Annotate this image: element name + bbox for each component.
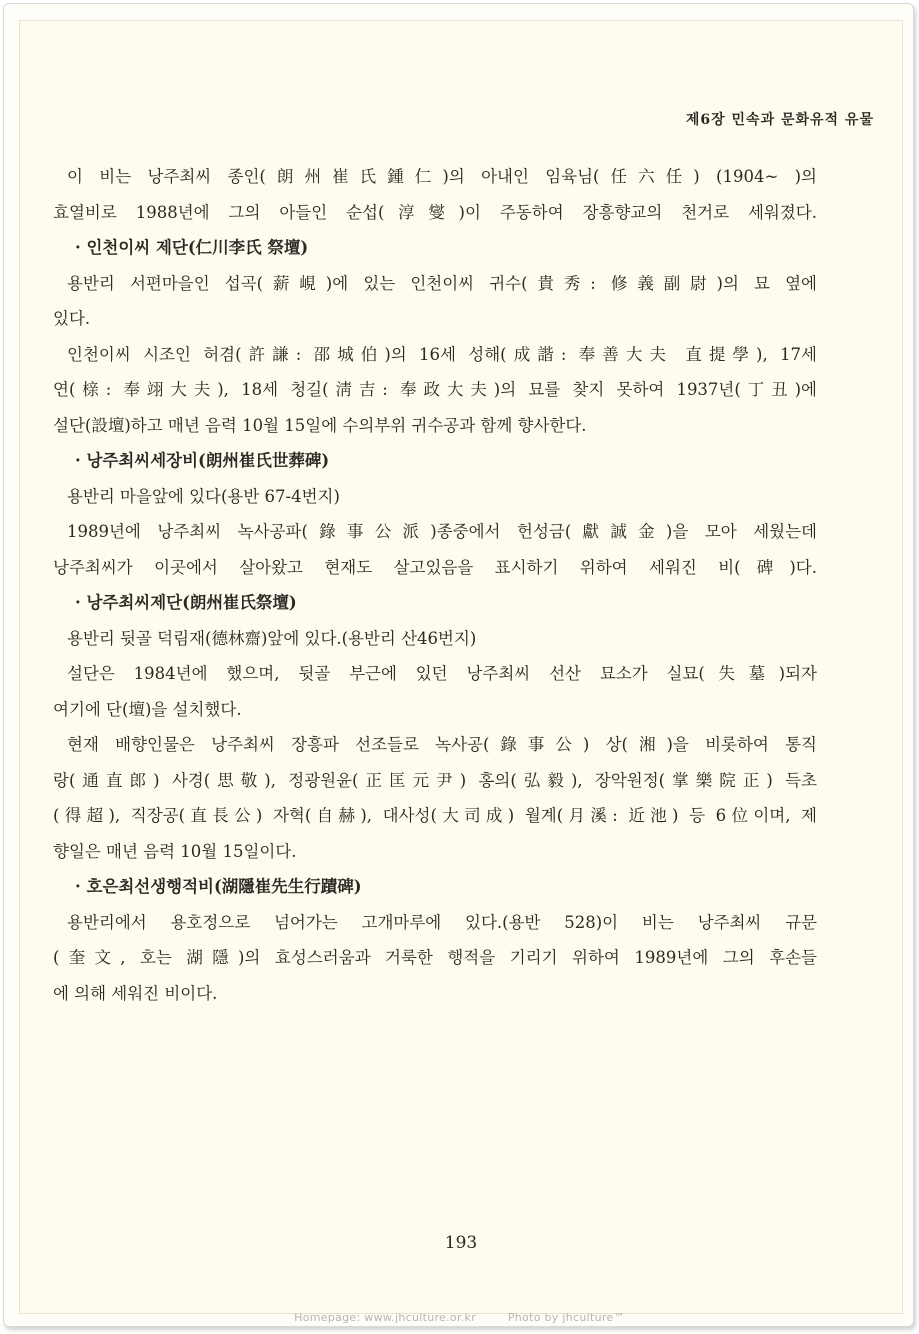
text-line: 설단(設壇)하고 매년 음력 10월 15일에 수의부위 귀수공과 함께 향사한다. (53, 415, 587, 435)
running-head: 제6장 민속과 문화유적 유물 (685, 112, 874, 128)
text-line: 이 비는 낭주최씨 종인(朗州崔氏鍾仁)의 아내인 임육님(任六任) (1904~ )의 (67, 167, 817, 186)
text-line: 용반리에서 용호정으로 넘어가는 고개마루에 있다.(용반 528)이 비는 낭주최씨 규문 (67, 912, 817, 932)
text-line: 설단은 1984년에 했으며, 뒷골 부근에 있던 낭주최씨 선산 묘소가 실묘(失墓)되자 (67, 664, 817, 683)
text-line: 용반리 뒷골 덕림재(德林齋)앞에 있다.(용반리 산46번지) (67, 628, 477, 648)
text-line: 효열비로 1988년에 그의 아들인 순섭(淳燮)이 주동하여 장흥향교의 천거로 세워졌다. (53, 202, 817, 222)
text-line: 에 의해 세워진 비이다. (53, 983, 218, 1003)
text-line: 연(榇: 奉翊大夫), 18세 청길(淸吉: 奉政大夫)의 묘를 찾지 못하여 1937년(丁丑)에 (53, 380, 817, 399)
text-line: (得超), 직장공(直長公) 자혁(自赫), 대사성(大司成) 월계(月溪: 近池) 등 6位이며, 제 (53, 806, 817, 825)
page-number: 193 (444, 1233, 478, 1253)
photo-frame (3, 3, 914, 1327)
text-line: 1989년에 낭주최씨 녹사공파(錄事公派)종중에서 헌성금(獻誠金)을 모아 세웠는데 (67, 522, 817, 541)
text-line: (奎文, 호는 湖隱)의 효성스러움과 거룩한 행적을 기리기 위하여 1989년에 그의 후손들 (53, 948, 817, 967)
homepage-credit: Homepage: www.jhculture.or.kr (294, 1311, 477, 1324)
book-page (19, 20, 903, 1314)
text-line: 인천이씨 시조인 허겸(許謙: 邵城伯)의 16세 성해(成諧: 奉善大夫 直提學), 17세 (67, 344, 817, 364)
text-line: 여기에 단(壇)을 설치했다. (53, 699, 242, 719)
text-line: 용반리 마을앞에 있다(용반 67-4번지) (67, 486, 340, 506)
text-line: · 낭주최씨세장비(朗州崔氏世葬碑) (75, 451, 330, 470)
text-line: · 낭주최씨제단(朗州崔氏祭壇) (75, 593, 297, 612)
text-line: · 인천이씨 제단(仁川李氏 祭壇) (75, 238, 309, 257)
text-line: 현재 배향인물은 낭주최씨 장흥파 선조들로 녹사공(錄事公) 상(湘)을 비롯하여 통직 (67, 735, 817, 754)
text-line: 향일은 매년 음력 10월 15일이다. (53, 841, 297, 861)
text-line: 랑(通直郎) 사경(思敬), 정광원윤(正匡元尹) 홍의(弘毅), 장악원정(掌樂院正) 득초 (53, 770, 817, 790)
text-line: 용반리 서편마을인 섭곡(薪峴)에 있는 인천이씨 귀수(貴秀: 修義副尉)의 묘 옆에 (67, 273, 817, 293)
body-text (53, 159, 817, 1011)
text-line: 낭주최씨가 이곳에서 살아왔고 현재도 살고있음을 표시하기 위하여 세워진 비(碑)다. (53, 557, 817, 577)
text-line: 있다. (53, 309, 91, 328)
footer-credit (0, 1311, 919, 1324)
text-line: · 호은최선생행적비(湖隱崔先生行蹟碑) (75, 877, 362, 896)
photo-credit: Photo by jhculture™ (507, 1311, 625, 1324)
